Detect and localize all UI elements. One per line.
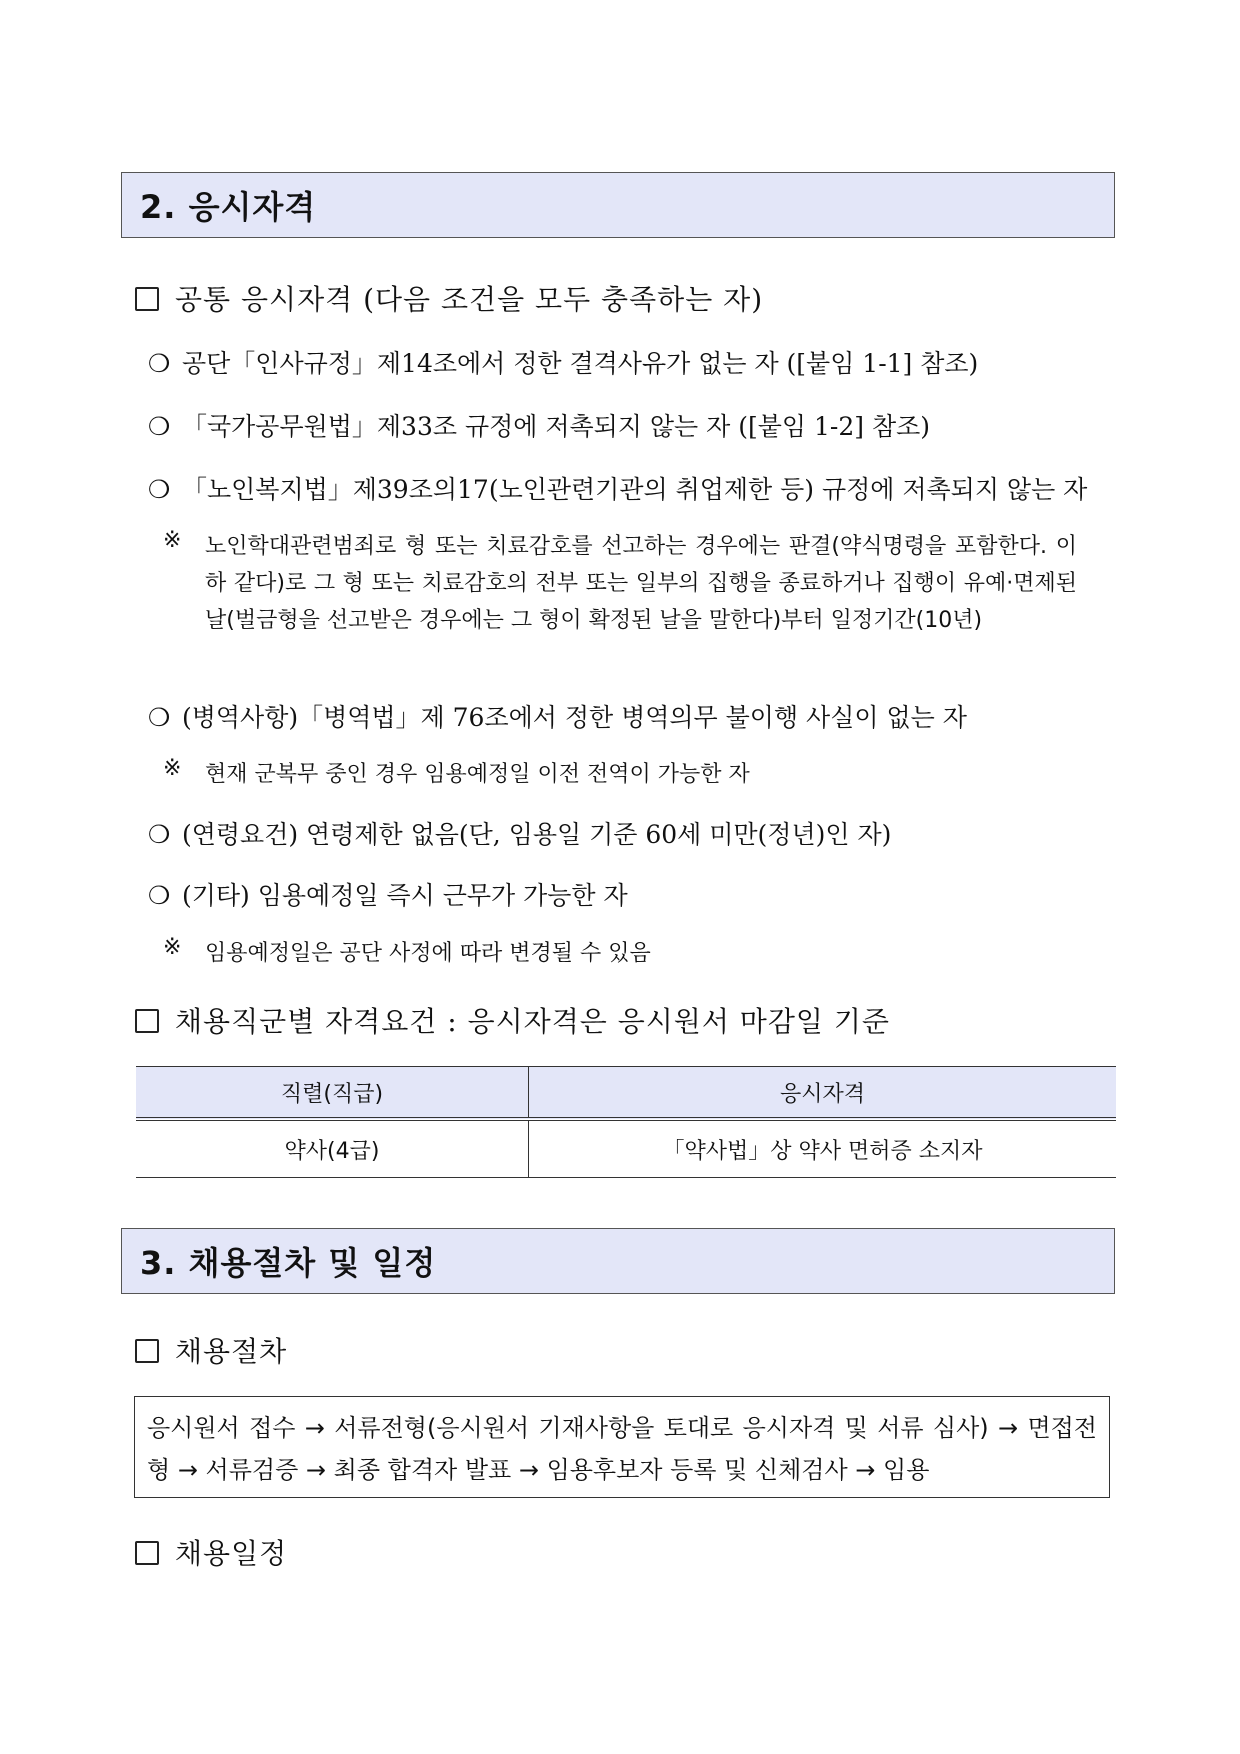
job-qualification-heading: 채용직군별 자격요건 : 응시자격은 응시원서 마감일 기준 — [135, 1000, 890, 1040]
process-text: 응시원서 접수 → 서류전형(응시원서 기재사항을 토대로 응시자격 및 서류 심사) → 면접전형 → 서류검증 → 최종 합격자 발표 → 임용후보자 등록 및 신체검사 → 임용 — [147, 1414, 1097, 1484]
section-2-header — [121, 172, 1115, 238]
qual-item-1: ❍ 공단「인사규정」제14조에서 정한 결격사유가 없는 자 ([붙임 1-1] 참조) — [148, 349, 979, 378]
cell-qualification: 「약사법」상 약사 면허증 소지자 — [529, 1119, 1117, 1178]
square-bullet-icon — [135, 287, 159, 311]
schedule-heading: 채용일정 — [135, 1532, 287, 1572]
qual-item-2: ❍ 「국가공무원법」제33조 규정에 저촉되지 않는 자 ([붙임 1-2] 참조) — [148, 412, 931, 441]
header-position: 직렬(직급) — [136, 1067, 529, 1120]
section-2-title: 2. 응시자격 — [140, 188, 317, 226]
note-mark-icon: ※ — [163, 935, 182, 960]
qualification-table — [136, 1066, 1116, 1178]
process-heading: 채용절차 — [135, 1330, 287, 1370]
common-qualification-heading: 공통 응시자격 (다음 조건을 모두 충족하는 자) — [135, 278, 763, 318]
qual-item-etc: ❍ (기타) 임용예정일 즉시 근무가 가능한 자 — [148, 881, 628, 910]
square-bullet-icon — [135, 1009, 159, 1033]
circle-bullet-icon: ❍ — [148, 349, 171, 378]
circle-bullet-icon: ❍ — [148, 412, 171, 441]
qual-item-age: ❍ (연령요건) 연령제한 없음(단, 임용일 기준 60세 미만(정년)인 자) — [148, 820, 892, 849]
section-3-title: 3. 채용절차 및 일정 — [140, 1244, 437, 1282]
square-bullet-icon — [135, 1339, 159, 1363]
table-header-row — [136, 1067, 1116, 1120]
process-box — [134, 1396, 1110, 1498]
qual-item-3: ❍ 「노인복지법」제39조의17(노인관련기관의 취업제한 등) 규정에 저촉되지 않는 자 — [148, 475, 1088, 504]
circle-bullet-icon: ❍ — [148, 820, 171, 849]
header-qualification: 응시자격 — [529, 1067, 1117, 1120]
circle-bullet-icon: ❍ — [148, 703, 171, 732]
qual-item-military: ❍ (병역사항)「병역법」제 76조에서 정한 병역의무 불이행 사실이 없는 자 — [148, 703, 967, 732]
table-row — [136, 1119, 1116, 1178]
square-bullet-icon — [135, 1541, 159, 1565]
note-mark-icon: ※ — [163, 528, 182, 553]
cell-position: 약사(4급) — [136, 1119, 529, 1178]
circle-bullet-icon: ❍ — [148, 475, 171, 504]
note-mark-icon: ※ — [163, 756, 182, 781]
circle-bullet-icon: ❍ — [148, 881, 171, 910]
section-3-header — [121, 1228, 1115, 1294]
